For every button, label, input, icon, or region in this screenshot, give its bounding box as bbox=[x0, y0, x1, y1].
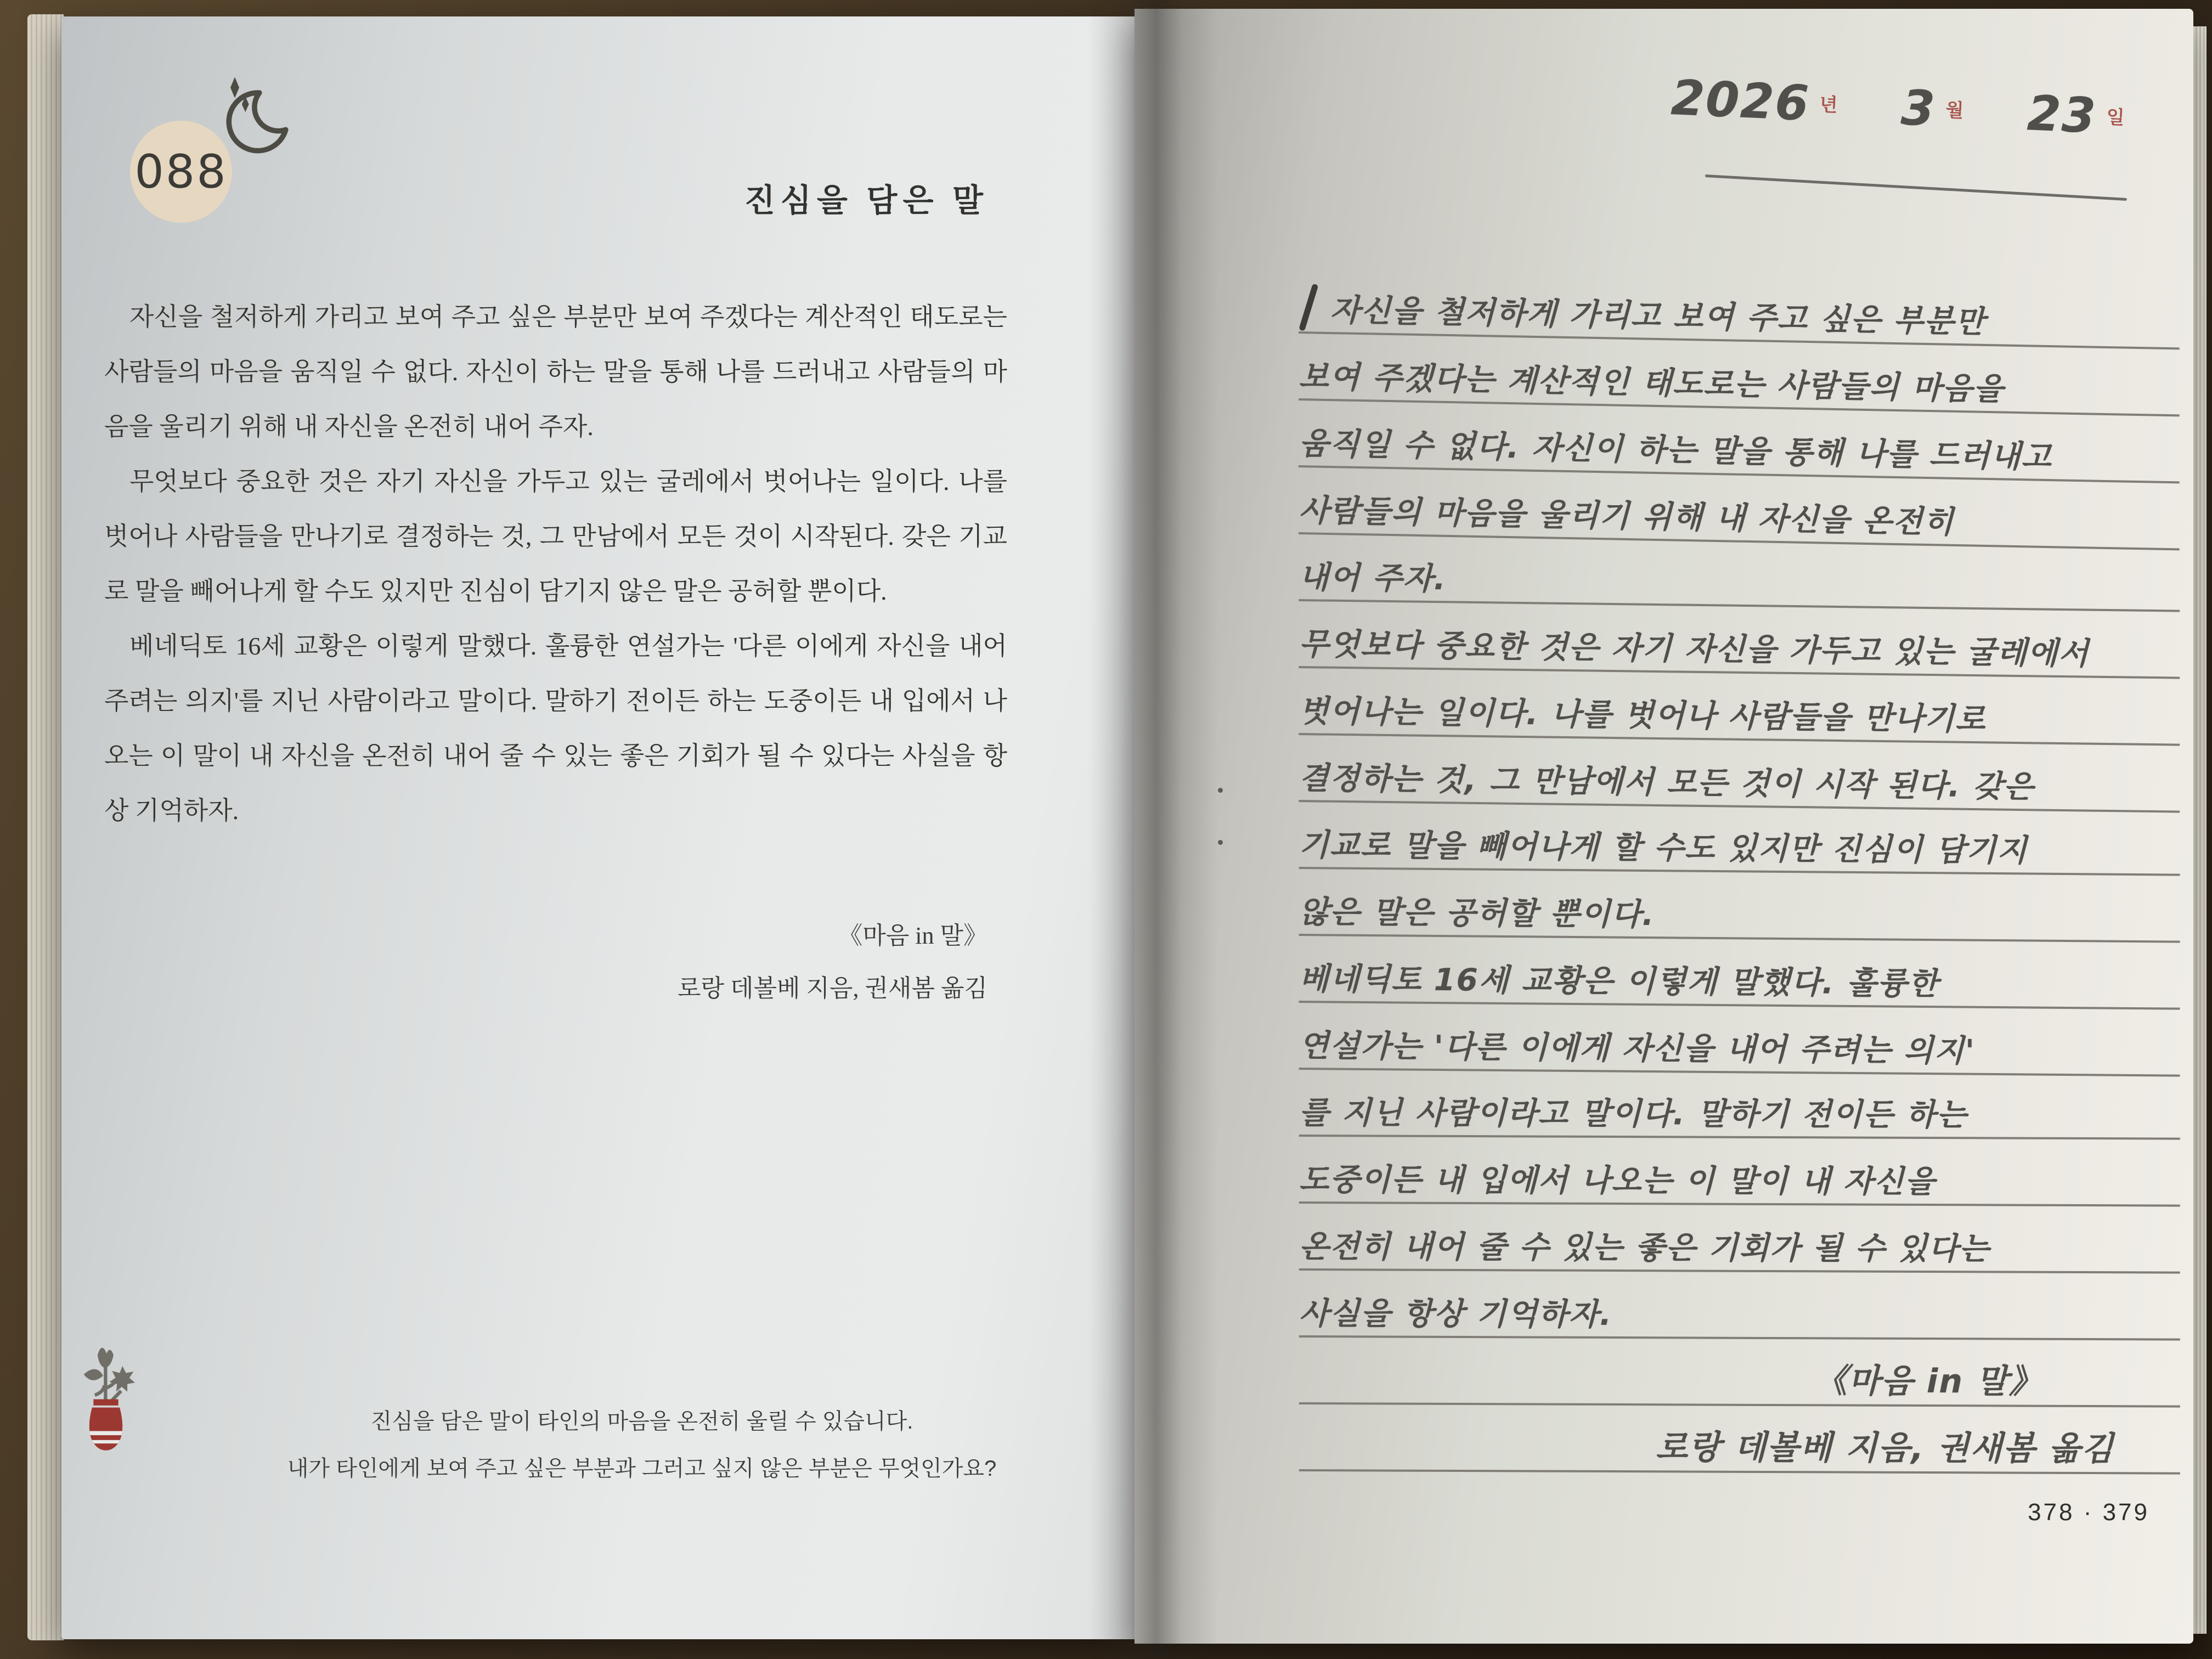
handwriting-text: 내어 주자. bbox=[1299, 560, 1447, 597]
handwriting-line bbox=[1299, 601, 2180, 679]
handwriting-line bbox=[1299, 1204, 2180, 1274]
source-author: 로랑 데볼베 지음, 권새봄 옮김 bbox=[677, 975, 988, 1002]
handwriting-text: 로랑 데볼베 지음, 권새봄 옮김 bbox=[1655, 1428, 2115, 1469]
month-label: 월 bbox=[1945, 100, 1964, 122]
handwriting-line bbox=[1299, 735, 2180, 813]
source-attribution bbox=[678, 910, 988, 1015]
handwriting-text: 를 지닌 사람이라고 말이다. 말하기 전이든 하는 bbox=[1299, 1095, 1968, 1133]
handwriting-line bbox=[1299, 869, 2181, 943]
handwriting-text: 사실을 항상 기억하자. bbox=[1299, 1296, 1613, 1333]
binding-dot bbox=[1218, 788, 1223, 793]
entry-number: 088 bbox=[134, 145, 228, 199]
day-label: 일 bbox=[2106, 107, 2125, 129]
year-label: 년 bbox=[1819, 94, 1838, 116]
handwriting-line bbox=[1299, 1271, 2180, 1341]
printed-body-text bbox=[104, 290, 1007, 838]
page-stack-edge-left bbox=[27, 14, 64, 1640]
handwriting-line bbox=[1299, 936, 2181, 1010]
date-underline bbox=[1705, 174, 2127, 201]
page-stack-edge-right bbox=[2193, 26, 2207, 1634]
date-month: 3 bbox=[1899, 79, 1937, 137]
handwriting-text: 자신을 철저하게 가리고 보여 주고 싶은 부분만 bbox=[1330, 292, 1986, 340]
handwriting-text: 결정하는 것, 그 만남에서 모든 것이 시작 된다. 갖은 bbox=[1299, 760, 2035, 805]
binding-dot bbox=[1218, 840, 1223, 845]
paragraph: 베네딕토 16세 교황은 이렇게 말했다. 훌륭한 연설가는 '다른 이에게 자신을 내어 주려는 의지'를 지닌 사람이라고 말이다. 말하기 전이든 하는 도중이든 내 입에서 나오는 이 말이 내 자신을 온전히 내어 줄 수 있는 좋은 기회가 될 수 있다는 사실을 항상 기억하자. bbox=[104, 632, 1007, 825]
date-line bbox=[1670, 69, 2126, 145]
paragraph: 무엇보다 중요한 것은 자기 자신을 가두고 있는 굴레에서 벗어나는 일이다. 나를 벗어나 사람들을 만나기로 결정하는 것, 그 만남에서 모든 것이 시작된다. 갖은 기교로 말을 빼어나게 할 수도 있지만 진심이 담기지 않은 말은 공허할 뿐이다. bbox=[104, 467, 1007, 605]
handwriting-text: 보여 주겠다는 계산적인 태도로는 사람들의 마음을 bbox=[1299, 359, 2005, 408]
right-handwritten-page bbox=[1135, 9, 2193, 1644]
handwriting-line bbox=[1299, 1070, 2180, 1140]
handwriting-line bbox=[1299, 1137, 2180, 1207]
source-title: 《마음 in 말》 bbox=[838, 922, 988, 949]
caption-line: 내가 타인에게 보여 주고 싶은 부분과 그러고 싶지 않은 부분은 무엇인가요? bbox=[287, 1457, 997, 1481]
handwriting-line bbox=[1299, 534, 2180, 612]
date-day: 23 bbox=[2025, 84, 2098, 144]
handwriting-text: 도중이든 내 입에서 나오는 이 말이 내 자신을 bbox=[1299, 1162, 1936, 1200]
left-printed-page bbox=[61, 16, 1135, 1639]
handwriting-text: 베네딕토 16세 교황은 이렇게 말했다. 훌륭한 bbox=[1299, 961, 1939, 1002]
handwriting-line bbox=[1299, 668, 2180, 746]
paragraph: 자신을 철저하게 가리고 보여 주고 싶은 부분만 보여 주겠다는 계산적인 태도로는 사람들의 마음을 움직일 수 없다. 자신이 하는 말을 통해 나를 드러내고 사람들의 마음을 울리기 위해 내 자신을 온전히 내어 주자. bbox=[104, 303, 1007, 441]
caption-line: 진심을 담은 말이 타인의 마음을 온전히 울릴 수 있습니다. bbox=[370, 1409, 913, 1434]
handwritten-source-title-line bbox=[1299, 1338, 2180, 1408]
handwriting-text: 《마음 in 말》 bbox=[1814, 1362, 2044, 1401]
ruled-writing-area bbox=[1299, 267, 2180, 1471]
page-title: 진심을 담은 말 bbox=[744, 183, 989, 218]
flower-vase-icon bbox=[71, 1332, 140, 1464]
date-year: 2026 bbox=[1669, 69, 1811, 132]
handwriting-text: 벗어나는 일이다. 나를 벗어나 사람들을 만나기로 bbox=[1299, 693, 1987, 738]
moon-and-stars-icon bbox=[208, 74, 296, 161]
handwriting-text: 사람들의 마음을 울리기 위해 내 자신을 온전히 bbox=[1299, 493, 1955, 540]
handwriting-line bbox=[1299, 1003, 2181, 1077]
reflection-caption bbox=[210, 1398, 1074, 1492]
handwritten-source-author-line bbox=[1299, 1404, 2180, 1475]
handwriting-text: 않은 말은 공허할 뿐이다. bbox=[1299, 894, 1655, 933]
handwriting-text: 무엇보다 중요한 것은 자기 자신을 가두고 있는 굴레에서 bbox=[1299, 627, 2090, 672]
page-numbers: 378 · 379 bbox=[2028, 1499, 2149, 1526]
handwriting-text: 온전히 내어 줄 수 있는 좋은 기회가 될 수 있다는 bbox=[1299, 1229, 1990, 1267]
handwriting-text: 연설가는 '다른 이에게 자신을 내어 주려는 의지' bbox=[1299, 1028, 1976, 1069]
pen-stroke-mark bbox=[1299, 284, 1318, 331]
handwriting-text: 기교로 말을 빼어나게 할 수도 있지만 진심이 담기지 bbox=[1299, 827, 2028, 869]
handwriting-text: 움직일 수 없다. 자신이 하는 말을 통해 나를 드러내고 bbox=[1299, 426, 2053, 476]
handwriting-line bbox=[1299, 802, 2181, 876]
